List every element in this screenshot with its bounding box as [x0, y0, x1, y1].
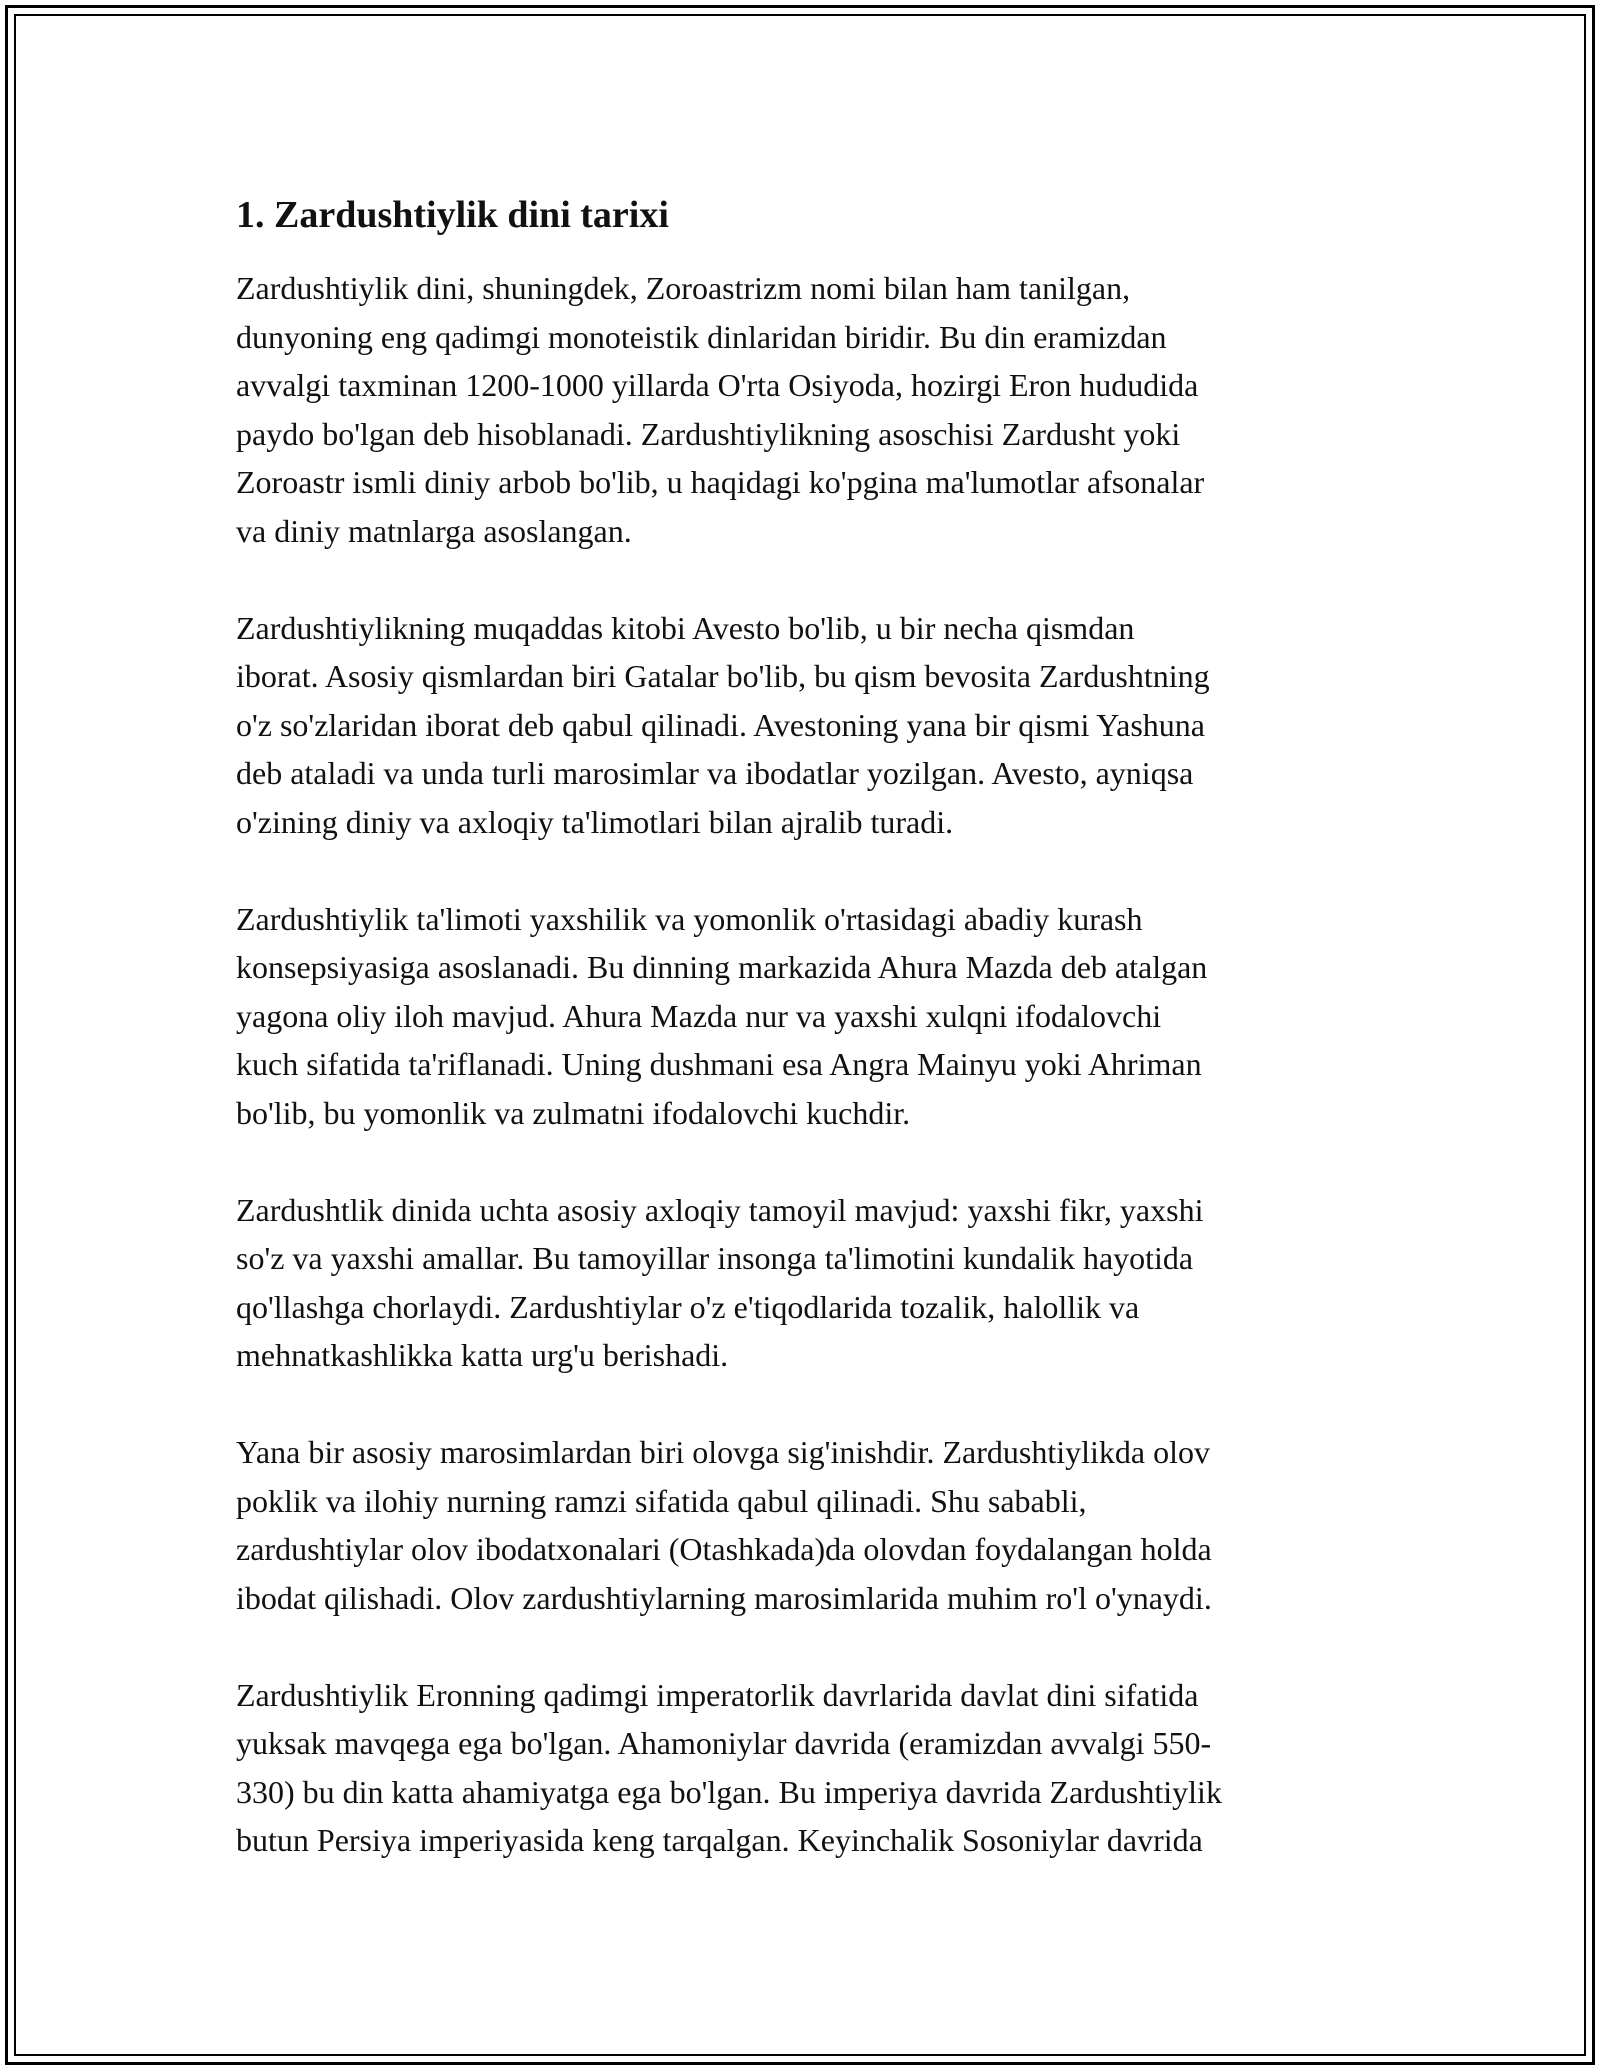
paragraph — [236, 264, 1386, 555]
text-line: yagona oliy iloh mavjud. Ahura Mazda nur va yaxshi xulqni ifodalovchi — [236, 997, 1162, 1034]
text-line: avvalgi taxminan 1200-1000 yillarda O'rta Osiyoda, hozirgi Eron hududida — [236, 367, 1199, 403]
text-line: iborat. Asosiy qismlardan biri Gatalar bo'lib, bu qism bevosita Zardushtning — [236, 658, 1210, 694]
text-line: Zardushtiylik Eronning qadimgi imperatorlik davrlarida davlat dini sifatida — [236, 1676, 1199, 1713]
paragraph — [236, 1428, 1386, 1622]
text-line: Zardushtlik dinida uchta asosiy axloqiy tamoyil mavjud: yaxshi fikr, yaxshi — [236, 1191, 1204, 1228]
text-line: ibodat qilishadi. Olov zardushtiylarning marosimlarida muhim ro'l o'ynaydi. — [236, 1579, 1212, 1616]
text-line: Zoroastr ismli diniy arbob bo'lib, u haqidagi ko'pgina ma'lumotlar afsonalar — [236, 464, 1205, 500]
text-line: yuksak mavqega ega bo'lgan. Ahamoniylar davrida (eramizdan avvalgi 550- — [236, 1725, 1212, 1761]
text-line: kuch sifatida ta'riflanadi. Uning dushmani esa Angra Mainyu yoki Ahriman — [236, 1046, 1202, 1082]
text-line: dunyoning eng qadimgi monoteistik dinlaridan biridir. Bu din eramizdan — [236, 318, 1167, 355]
paragraph — [236, 1186, 1386, 1380]
text-line: va diniy matnlarga asoslangan. — [236, 512, 632, 549]
document-body — [236, 188, 1386, 1913]
paragraph-list — [236, 264, 1386, 1865]
paragraph — [236, 895, 1386, 1138]
section-heading: 1. Zardushtiylik dini tarixi — [236, 194, 669, 236]
text-line: Zardushtiylik dini, shuningdek, Zoroastrizm nomi bilan ham tanilgan, — [236, 270, 1131, 306]
text-line: mehnatkashlikka katta urg'u berishadi. — [236, 1337, 729, 1373]
text-line: poklik va ilohiy nurning ramzi sifatida qabul qilinadi. Shu sababli, — [236, 1482, 1087, 1519]
text-line: konsepsiyasiga asoslanadi. Bu dinning markazida Ahura Mazda deb atalgan — [236, 949, 1208, 985]
text-line: zardushtiylar olov ibodatxonalari (Otashkada)da olovdan foydalangan holda — [236, 1531, 1212, 1567]
text-line: Zardushtiylik ta'limoti yaxshilik va yomonlik o'rtasidagi abadiy kurash — [236, 900, 1143, 937]
text-line: qo'llashga chorlaydi. Zardushtiylar o'z e'tiqodlarida tozalik, halollik va — [236, 1288, 1140, 1325]
paragraph — [236, 1671, 1386, 1865]
text-line: o'z so'zlaridan iborat deb qabul qilinadi. Avestoning yana bir qismi Yashuna — [236, 706, 1205, 743]
text-line: deb ataladi va unda turli marosimlar va ibodatlar yozilgan. Avesto, ayniqsa — [236, 755, 1194, 791]
text-line: bo'lib, bu yomonlik va zulmatni ifodalovchi kuchdir. — [236, 1094, 911, 1131]
text-line: 330) bu din katta ahamiyatga ega bo'lgan. Bu imperiya davrida Zardushtiylik — [236, 1773, 1222, 1810]
text-line: Yana bir asosiy marosimlardan biri olovga sig'inishdir. Zardushtiylikda olov — [236, 1434, 1210, 1470]
text-line: so'z va yaxshi amallar. Bu tamoyillar insonga ta'limotini kundalik hayotida — [236, 1240, 1194, 1276]
text-line: Zardushtiylikning muqaddas kitobi Avesto bo'lib, u bir necha qismdan — [236, 609, 1135, 646]
text-line: butun Persiya imperiyasida keng tarqalgan. Keyinchalik Sosoniylar davrida — [236, 1822, 1203, 1858]
paragraph — [236, 604, 1386, 847]
text-line: o'zining diniy va axloqiy ta'limotlari bilan ajralib turadi. — [236, 803, 954, 840]
text-line: paydo bo'lgan deb hisoblanadi. Zardushtiylikning asoschisi Zardusht yoki — [236, 415, 1181, 452]
